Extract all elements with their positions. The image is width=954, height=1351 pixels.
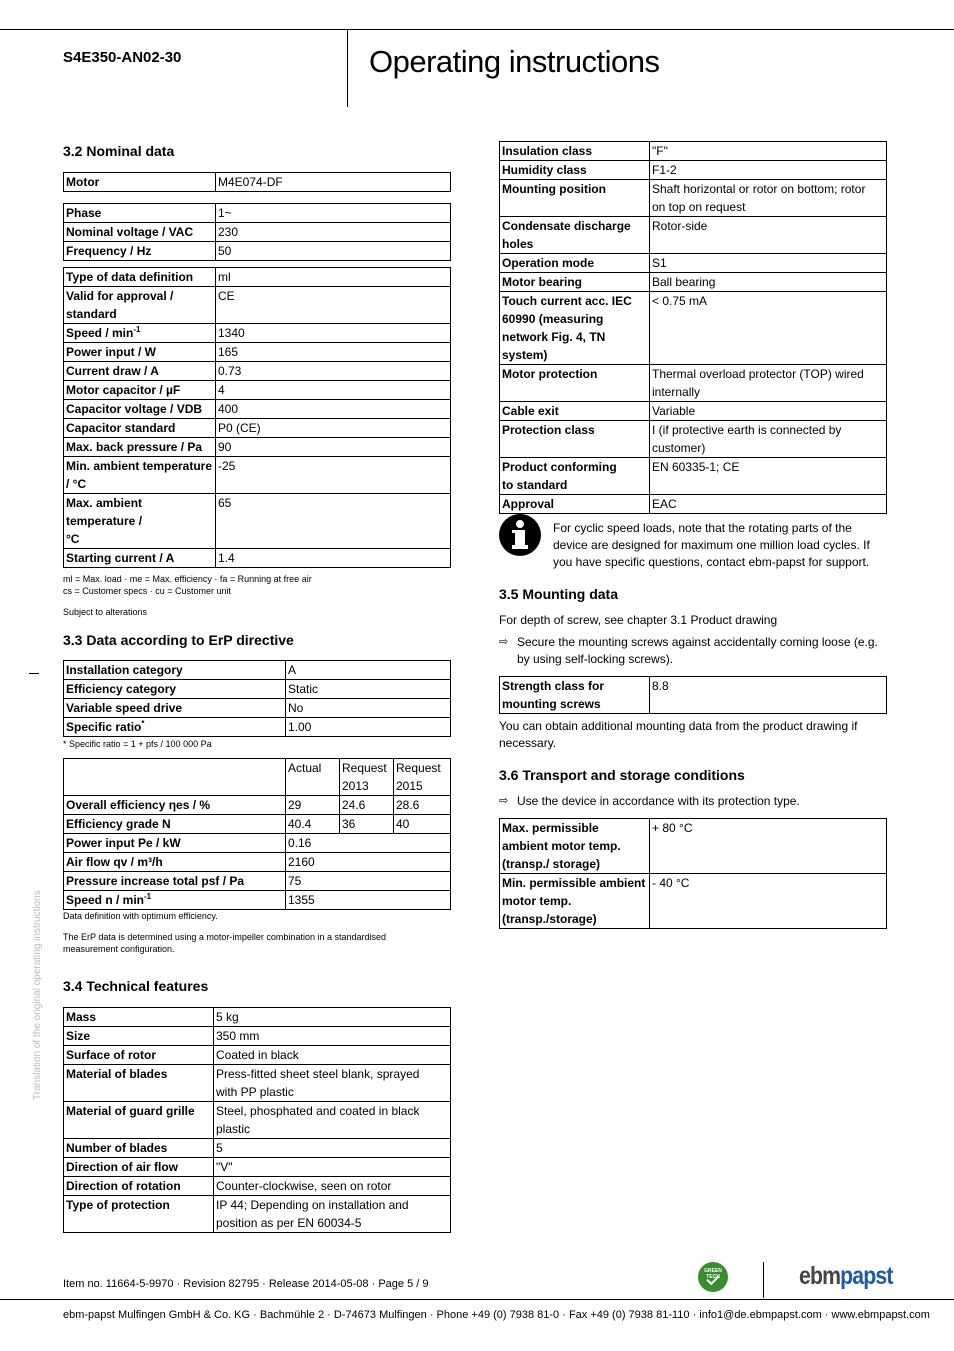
row-label: Max. ambient temperature / °C <box>64 494 216 549</box>
info-icon <box>499 514 541 556</box>
table-row <box>64 872 451 891</box>
row-label: Overall efficiency ηes / % <box>64 796 286 815</box>
row-label: Material of blades <box>64 1065 214 1102</box>
row-value: EAC <box>650 495 887 514</box>
row-value: 0.73 <box>216 362 451 381</box>
arrow-icon: ⇨ <box>499 636 509 648</box>
row-label: Max. back pressure / Pa <box>64 438 216 457</box>
table-row <box>64 853 451 872</box>
logo-part-papst: papst <box>840 1262 893 1290</box>
row-label: Mounting position <box>500 180 650 217</box>
mounting-bullet-text: Secure the mounting screws against accidentally coming loose (e.g. by using self-locking screws). <box>517 635 878 666</box>
table-row <box>64 242 451 261</box>
table-row <box>64 680 451 699</box>
table-row <box>64 438 451 457</box>
row-label: Touch current acc. IEC 60990 (measuring network Fig. 4, TN system) <box>500 292 650 365</box>
row-value: Variable <box>650 402 887 421</box>
table-row <box>64 549 451 568</box>
transport-bullet-text: Use the device in accordance with its protection type. <box>517 794 800 808</box>
value-2013: 24.6 <box>340 796 394 815</box>
row-label: Efficiency grade N <box>64 815 286 834</box>
row-label: Frequency / Hz <box>64 242 216 261</box>
row-label: Insulation class <box>500 142 650 161</box>
table-row <box>500 402 887 421</box>
table-row <box>64 796 451 815</box>
section-3-3-heading: 3.3 Data according to ErP directive <box>63 632 294 648</box>
value-2013: 36 <box>340 815 394 834</box>
row-label: Efficiency category <box>64 680 286 699</box>
value-actual: 40.4 <box>286 815 340 834</box>
row-label: Motor capacitor / µF <box>64 381 216 400</box>
row-label: Motor protection <box>500 365 650 402</box>
row-value: 5 kg <box>214 1008 451 1027</box>
row-label: Protection class <box>500 421 650 458</box>
row-label <box>64 324 216 343</box>
superscript: -1 <box>133 325 141 334</box>
row-label: Direction of rotation <box>64 1177 214 1196</box>
row-value: EN 60335-1; CE <box>650 458 887 495</box>
row-label <box>64 891 286 910</box>
row-value: 4 <box>216 381 451 400</box>
row-value: Rotor-side <box>650 217 887 254</box>
table-row <box>64 1158 451 1177</box>
row-value: I (if protective earth is connected by customer) <box>650 421 887 458</box>
row-value: Ball bearing <box>650 273 887 292</box>
row-value: < 0.75 mA <box>650 292 887 365</box>
table-row <box>500 365 887 402</box>
value-2015: 28.6 <box>394 796 451 815</box>
row-label: Capacitor voltage / VDB <box>64 400 216 419</box>
row-label: Operation mode <box>500 254 650 273</box>
mounting-additional: You can obtain additional mounting data from the product drawing if necessary. <box>499 719 858 750</box>
mounting-bullet <box>499 634 889 668</box>
table-row <box>500 180 887 217</box>
row-label: Pressure increase total psf / Pa <box>64 872 286 891</box>
row-label: Capacitor standard <box>64 419 216 438</box>
table-row <box>64 204 451 223</box>
row-value: 50 <box>216 242 451 261</box>
row-value: 1340 <box>216 324 451 343</box>
row-value: 1.4 <box>216 549 451 568</box>
row-value: S1 <box>650 254 887 273</box>
row-label: Product conforming to standard <box>500 458 650 495</box>
row-label: Type of data definition <box>64 268 216 287</box>
table-row <box>64 457 451 494</box>
row-label: Current draw / A <box>64 362 216 381</box>
footer-item-info: Item no. 11664-5-9970 · Revision 82795 · Release 2014-05-08 · Page 5 / 9 <box>63 1278 429 1290</box>
table-row <box>64 815 451 834</box>
row-value: 1.00 <box>286 718 451 737</box>
motor-features-table <box>499 141 887 514</box>
table-row <box>64 1008 451 1027</box>
row-label: Variable speed drive <box>64 699 286 718</box>
row-value: Thermal overload protector (TOP) wired internally <box>650 365 887 402</box>
table-row <box>64 419 451 438</box>
row-value: M4E074-DF <box>216 173 451 192</box>
row-value: 350 mm <box>214 1027 451 1046</box>
row-value: A <box>286 661 451 680</box>
table-row <box>64 173 451 192</box>
erp-note-2: The ErP data is determined using a motor-impeller combination in a standardised measurement configuration. <box>63 932 387 954</box>
row-label: Air flow qv / m³/h <box>64 853 286 872</box>
table-row <box>64 223 451 242</box>
logo-divider <box>763 1262 764 1298</box>
row-label: Motor bearing <box>500 273 650 292</box>
row-value: Coated in black <box>214 1046 451 1065</box>
row-label: Power input Pe / kW <box>64 834 286 853</box>
row-label: Humidity class <box>500 161 650 180</box>
erp-note-1: Data definition with optimum efficiency. <box>63 911 218 921</box>
speed-label: Speed / min <box>66 326 134 340</box>
header-request-2015: Request 2015 <box>394 759 451 796</box>
table-row <box>64 699 451 718</box>
row-label: Min. permissible ambient motor temp. (transp./storage) <box>500 874 650 929</box>
row-value: "F" <box>650 142 887 161</box>
row-value: 165 <box>216 343 451 362</box>
row-value: + 80 °C <box>650 819 887 874</box>
subject-note: Subject to alterations <box>63 607 148 617</box>
row-label: Phase <box>64 204 216 223</box>
row-value: Press-fitted sheet steel blank, sprayed with PP plastic <box>214 1065 451 1102</box>
table-row <box>64 1177 451 1196</box>
header-empty <box>64 759 286 796</box>
header-rule <box>0 29 954 30</box>
row-label: Approval <box>500 495 650 514</box>
row-label: Size <box>64 1027 214 1046</box>
footer-address: ebm-papst Mulfingen GmbH & Co. KG · Bachmühle 2 · D-74673 Mulfingen · Phone +49 (0) 7938 81-0 · Fax +49 (0) 7938 81-110 · info1@de.ebmpapst.com · www.ebmpapst.com <box>63 1309 930 1321</box>
margin-mark <box>29 673 39 674</box>
table-row <box>500 819 887 874</box>
row-label: Valid for approval / standard <box>64 287 216 324</box>
table-row <box>500 874 887 929</box>
row-value: "V" <box>214 1158 451 1177</box>
table-row <box>64 1065 451 1102</box>
section-3-4-heading: 3.4 Technical features <box>63 978 209 994</box>
row-label: Number of blades <box>64 1139 214 1158</box>
row-label: Condensate discharge holes <box>500 217 650 254</box>
model-number: S4E350-AN02-30 <box>63 49 182 66</box>
row-label: Type of protection <box>64 1196 214 1233</box>
row-value: 230 <box>216 223 451 242</box>
row-value: CE <box>216 287 451 324</box>
row-value: F1-2 <box>650 161 887 180</box>
value-actual: 2160 <box>286 853 451 872</box>
info-note: For cyclic speed loads, note that the rotating parts of the device are designed for maximum one million load cycles. If you have specific questions, contact ebm-papst for support. <box>553 521 870 569</box>
table-row <box>64 268 451 287</box>
asterisk: * <box>141 719 145 728</box>
table-row <box>500 421 887 458</box>
badge-text: GREEN TECH <box>704 1268 722 1280</box>
page-title: Operating instructions <box>369 44 660 79</box>
erp-category-table <box>63 660 451 737</box>
row-label: Nominal voltage / VAC <box>64 223 216 242</box>
row-label: Direction of air flow <box>64 1158 214 1177</box>
row-value: -25 <box>216 457 451 494</box>
row-label: Mass <box>64 1008 214 1027</box>
row-value: 5 <box>214 1139 451 1158</box>
row-value: P0 (CE) <box>216 419 451 438</box>
ebmpapst-logo <box>799 1262 893 1291</box>
green-tech-badge <box>698 1262 728 1292</box>
value-actual: 0.16 <box>286 834 451 853</box>
superscript: -1 <box>144 892 152 901</box>
section-3-2-heading: 3.2 Nominal data <box>63 143 175 159</box>
value-actual: 75 <box>286 872 451 891</box>
table-row <box>64 400 451 419</box>
row-value: Shaft horizontal or rotor on bottom; rotor on top on request <box>650 180 887 217</box>
row-label: Cable exit <box>500 402 650 421</box>
motor-table <box>63 172 451 192</box>
row-label: Material of guard grille <box>64 1102 214 1139</box>
mounting-paragraph: For depth of screw, see chapter 3.1 Product drawing <box>499 613 778 627</box>
row-label: Starting current / A <box>64 549 216 568</box>
row-label: Power input / W <box>64 343 216 362</box>
section-3-5-heading: 3.5 Mounting data <box>499 586 618 602</box>
table-row <box>500 292 887 365</box>
table-row <box>64 362 451 381</box>
table-row <box>64 494 451 549</box>
table-row <box>64 891 451 910</box>
table-row <box>500 161 887 180</box>
table-row <box>500 217 887 254</box>
table-row <box>64 1196 451 1233</box>
specific-ratio-label: Specific ratio <box>66 720 142 734</box>
table-row <box>500 495 887 514</box>
side-note: Translation of the original operating instructions <box>32 890 43 1100</box>
nominal-data-table <box>63 267 451 568</box>
row-value: 1~ <box>216 204 451 223</box>
table-row <box>64 287 451 324</box>
table-row <box>64 381 451 400</box>
legend-line-2: cs = Customer specs · cu = Customer unit <box>63 586 232 596</box>
row-label: Strength class for mounting screws <box>500 677 650 714</box>
footer-rule <box>0 1299 954 1300</box>
row-value: Steel, phosphated and coated in black plastic <box>214 1102 451 1139</box>
header-divider <box>347 30 348 107</box>
transport-bullet <box>499 793 889 810</box>
value-actual: 1355 <box>286 891 451 910</box>
header-request-2013: Request 2013 <box>340 759 394 796</box>
table-row <box>64 661 451 680</box>
header-actual: Actual <box>286 759 340 796</box>
row-label: Min. ambient temperature / °C <box>64 457 216 494</box>
row-label: Max. permissible ambient motor temp. (transp./ storage) <box>500 819 650 874</box>
table-row <box>64 834 451 853</box>
table-row <box>64 1139 451 1158</box>
row-value: - 40 °C <box>650 874 887 929</box>
transport-table <box>499 818 887 929</box>
arrow-icon: ⇨ <box>499 795 509 807</box>
row-value: Counter-clockwise, seen on rotor <box>214 1177 451 1196</box>
table-row <box>64 1046 451 1065</box>
row-value: IP 44; Depending on installation and position as per EN 60034-5 <box>214 1196 451 1233</box>
table-row <box>64 718 451 737</box>
row-label: Surface of rotor <box>64 1046 214 1065</box>
row-value: 90 <box>216 438 451 457</box>
row-label: Installation category <box>64 661 286 680</box>
table-row <box>500 254 887 273</box>
value-actual: 29 <box>286 796 340 815</box>
table-row <box>64 324 451 343</box>
table-row <box>500 273 887 292</box>
row-value: Static <box>286 680 451 699</box>
electrical-table <box>63 203 451 261</box>
specific-ratio-footnote: * Specific ratio = 1 + pfs / 100 000 Pa <box>63 739 212 749</box>
value-2015: 40 <box>394 815 451 834</box>
legend-line-1: ml = Max. load · me = Max. efficiency · fa = Running at free air <box>63 574 312 584</box>
mounting-table <box>499 676 887 714</box>
technical-features-table <box>63 1007 451 1233</box>
table-row <box>64 1102 451 1139</box>
table-row <box>64 343 451 362</box>
table-row <box>500 142 887 161</box>
section-3-6-heading: 3.6 Transport and storage conditions <box>499 767 745 783</box>
row-value: ml <box>216 268 451 287</box>
row-value: 400 <box>216 400 451 419</box>
row-label <box>64 718 286 737</box>
table-header-row <box>64 759 451 796</box>
row-label: Motor <box>64 173 216 192</box>
logo-part-ebm: ebm <box>799 1262 841 1290</box>
erp-efficiency-table <box>63 758 451 910</box>
table-row <box>64 1027 451 1046</box>
row-value: No <box>286 699 451 718</box>
row-value: 8.8 <box>650 677 887 714</box>
table-row <box>500 677 887 714</box>
row-value: 65 <box>216 494 451 549</box>
table-row <box>500 458 887 495</box>
speed-label: Speed n / min <box>66 893 145 907</box>
